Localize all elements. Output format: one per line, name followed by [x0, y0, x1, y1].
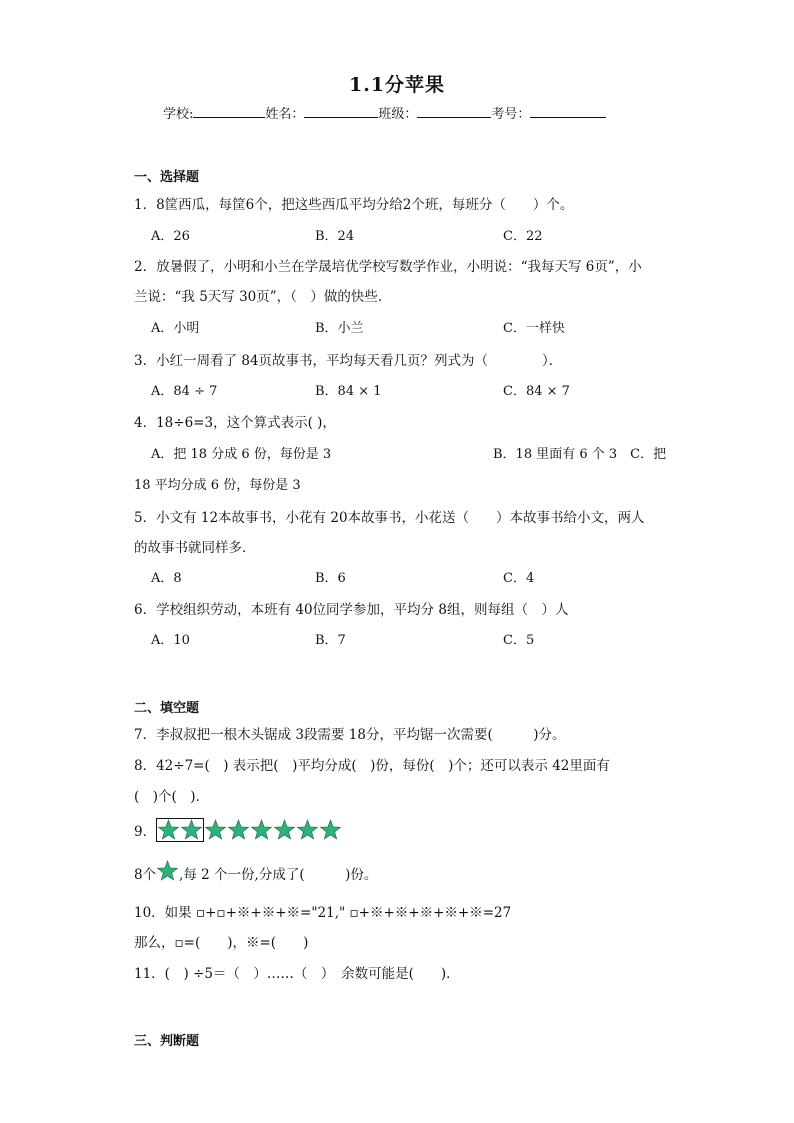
q4-option-bc[interactable]: B．18 里面有 6 个 3 C．把 [493, 447, 667, 462]
q3-option-c[interactable]: C．84 × 7 [503, 384, 570, 399]
star-icon [296, 819, 319, 841]
star-icon [156, 860, 179, 882]
star-icon [273, 819, 296, 841]
q4-option-c-cont[interactable]: 18 平均分成 6 份，每份是 3 [134, 478, 301, 493]
question-11: 11．( ) ÷5＝（ ）……（ ） 余数可能是( )． [134, 966, 460, 982]
q6-option-a[interactable]: A．10 [151, 633, 190, 648]
q5-option-c[interactable]: C．4 [503, 571, 535, 586]
star-icon [156, 860, 179, 886]
q2-option-c[interactable]: C．一样快 [503, 321, 565, 336]
star-icon [180, 819, 203, 841]
question-2-line1: 2．放暑假了，小明和小兰在学晟培优学校写数学作业，小明说：“我每天写 6页”，小 [134, 259, 642, 275]
star-group-box [156, 818, 204, 842]
page-title: 1.1分苹果 [348, 74, 446, 96]
q9-label: 9． [134, 824, 157, 840]
star-icon [204, 819, 227, 841]
school-field[interactable] [193, 103, 265, 118]
question-9-line2 [134, 860, 377, 886]
question-5-line2: 的故事书就同样多． [134, 540, 256, 556]
q3-option-b[interactable]: B．84 × 1 [315, 384, 382, 399]
student-info-line [163, 103, 606, 122]
q6-option-c[interactable]: C．5 [503, 633, 535, 648]
star-row [156, 818, 342, 842]
question-7: 7．李叔叔把一根木头锯成 3段需要 18分，平均锯一次需要( )分。 [134, 727, 566, 743]
star-icon [157, 819, 180, 841]
question-9 [134, 818, 342, 842]
q1-option-a[interactable]: A．26 [151, 229, 190, 244]
school-label: 学校: [163, 107, 194, 122]
question-8-line2: ( )个( )． [134, 789, 210, 805]
question-3: 3．小红一周看了 84页故事书，平均每天看几页？列式为（ ）． [134, 353, 563, 369]
exam-no-label: 考号： [491, 107, 531, 122]
q3-option-a[interactable]: A．84 ÷ 7 [151, 384, 218, 399]
question-4: 4．18÷6=3，这个算式表示( )， [134, 415, 336, 431]
q1-option-b[interactable]: B．24 [315, 229, 355, 244]
question-10-line1: 10．如果 ▫+▫+※+※+※="21," ▫+※+※+※+※+※=27 [134, 905, 512, 921]
q4-option-a[interactable]: A．把 18 分成 6 份，每份是 3 [151, 447, 332, 462]
q9-question-text: ,每 2 个一份,分成了( )份。 [179, 867, 378, 883]
class-label: 班级： [378, 107, 418, 122]
name-field[interactable] [304, 103, 378, 118]
q9-count-text: 8个 [134, 867, 157, 883]
name-label: 姓名： [265, 107, 305, 122]
q5-option-b[interactable]: B．6 [315, 571, 346, 586]
class-field[interactable] [417, 103, 491, 118]
question-10-line2: 那么，▫=( )，※=( ) [134, 935, 309, 951]
q5-option-a[interactable]: A．8 [151, 571, 182, 586]
section-heading-fill: 二、填空题 [134, 701, 200, 716]
question-5-line1: 5．小文有 12本故事书，小花有 20本故事书，小花送（ ）本故事书给小文，两人 [134, 510, 645, 526]
q1-option-c[interactable]: C．22 [503, 229, 543, 244]
q2-option-a[interactable]: A．小明 [151, 321, 200, 336]
q6-option-b[interactable]: B．7 [315, 633, 346, 648]
section-heading-choice: 一、选择题 [134, 170, 200, 185]
question-6: 6．学校组织劳动，本班有 40位同学参加，平均分 8组，则每组（ ）人 [134, 602, 569, 618]
star-icon [227, 819, 250, 841]
star-icon [319, 819, 342, 841]
question-2-line2: 兰说：“我 5天写 30页”，（ ）做的快些． [134, 289, 392, 305]
q2-option-b[interactable]: B．小兰 [315, 321, 364, 336]
exam-no-field[interactable] [530, 103, 606, 118]
question-1: 1．8筐西瓜，每筐6个，把这些西瓜平均分给2个班，每班分（ ）个。 [134, 197, 574, 213]
star-icon [250, 819, 273, 841]
section-heading-judge: 三、判断题 [134, 1034, 200, 1049]
question-8-line1: 8．42÷7=( ) 表示把( )平均分成( )份，每份( )个；还可以表示 42里面有 [134, 758, 610, 774]
